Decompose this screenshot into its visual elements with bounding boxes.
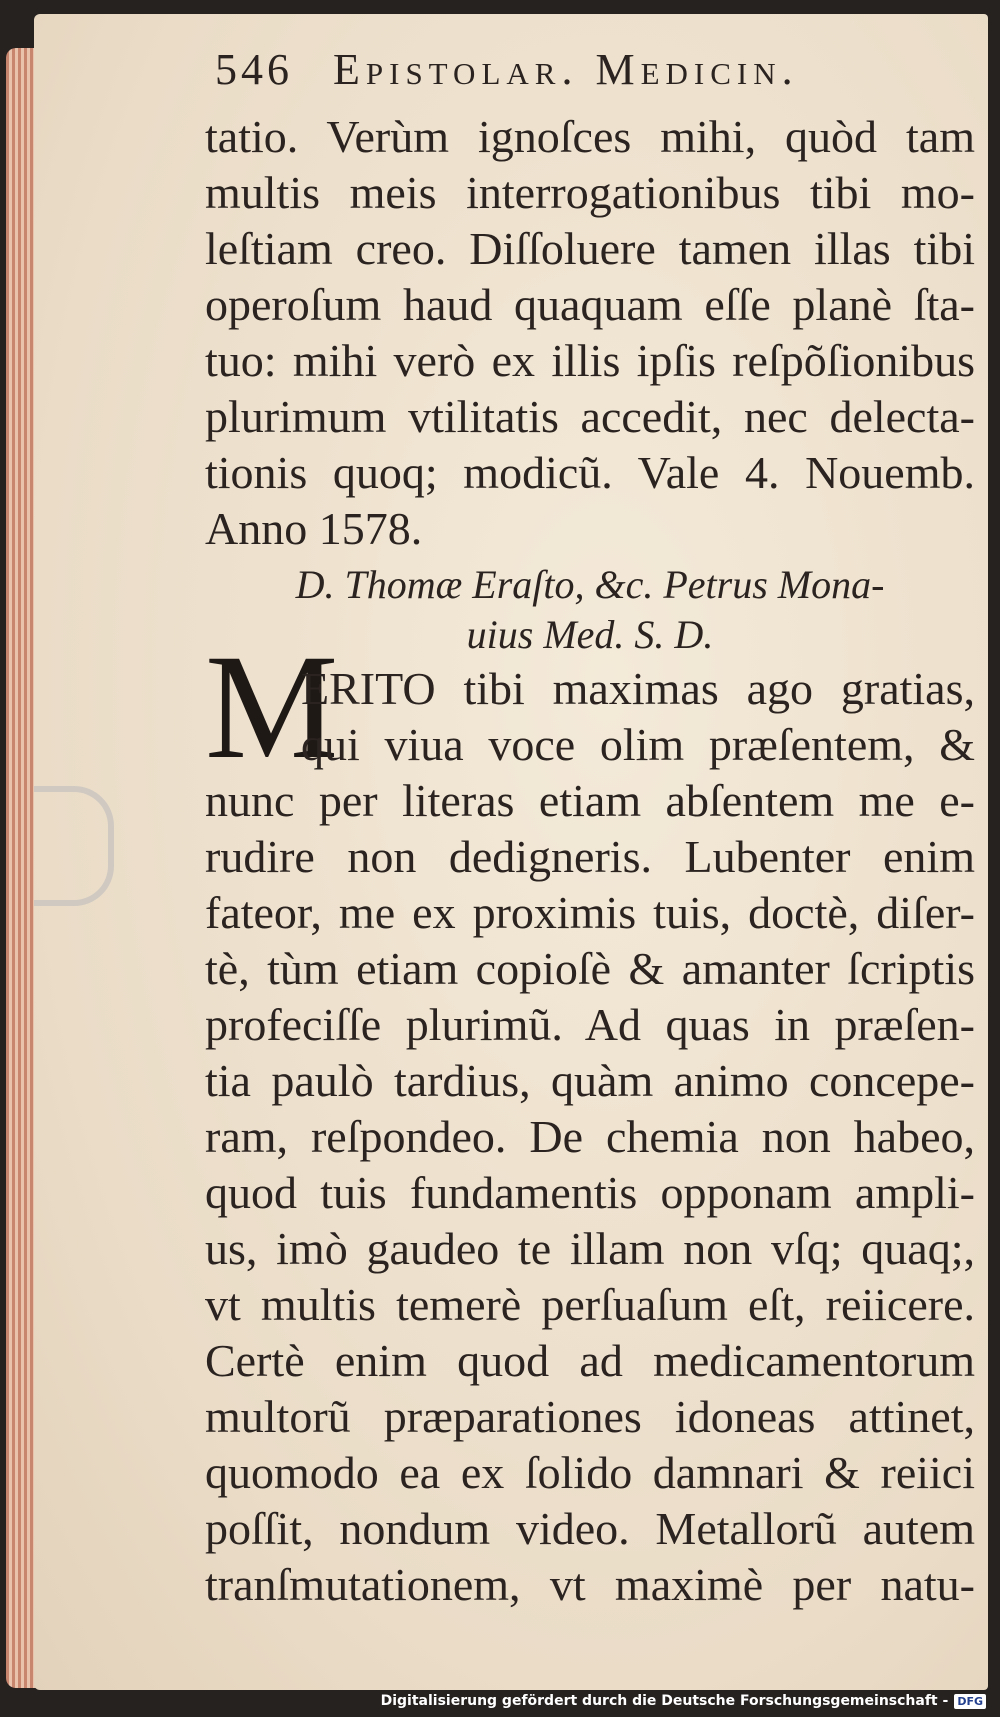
text-line: rudire non dedigneris. Lubenter enim xyxy=(205,831,975,882)
text-line: plurimum vtilitatis accedit, nec delecta- xyxy=(205,391,975,442)
text-line: profeciſſe plurimũ. Ad quas in præſen- xyxy=(205,999,975,1050)
text-line: qui viua voce olim præſentem, & xyxy=(301,719,975,770)
page-clip xyxy=(34,786,114,906)
text-line: fateor, me ex proximis tuis, doctè, diſer- xyxy=(205,887,975,938)
text-line: quomodo ea ex ſolido damnari & reiici xyxy=(205,1447,975,1498)
text-line: operoſum haud quaquam eſſe planè ſta- xyxy=(205,279,975,330)
text-line: tranſmutationem, vt maximè per natu- xyxy=(205,1559,975,1610)
text-line: Anno 1578. xyxy=(205,503,423,554)
text-line: vt multis temerè perſuaſum eſt, reiicere. xyxy=(205,1279,975,1330)
text-line: tuo: mihi verò ex illis ipſis reſpõſionibus xyxy=(205,335,975,386)
text-line: quod tuis fundamentis opponam ampli- xyxy=(205,1167,975,1218)
running-title: Epistolar. Medicin. xyxy=(333,45,799,94)
text-line: ERITO tibi maximas ago gratias, xyxy=(301,663,975,714)
text-line: multorũ præparationes idoneas attinet, xyxy=(205,1391,975,1442)
page-header xyxy=(215,44,975,106)
text-line: nunc per literas etiam abſentem me e- xyxy=(205,775,975,826)
text-line: poſſit, nondum video. Metallorũ autem xyxy=(205,1503,975,1554)
credit-text: Digitalisierung gefördert durch die Deutsche Forschungsgemeinschaft - xyxy=(380,1693,949,1709)
text-line: tia paulò tardius, quàm animo concepe- xyxy=(205,1055,975,1106)
text-line: Certè enim quod ad medicamentorum xyxy=(205,1335,975,1386)
letter-heading-line1: D. Thomæ Eraſto, &c. Petrus Mona- xyxy=(295,562,885,607)
text-line: leſtiam creo. Diſſoluere tamen illas tibi xyxy=(205,223,975,274)
dfg-logo: DFG xyxy=(954,1694,986,1709)
text-line: tè, tùm etiam copioſè & amanter ſcriptis xyxy=(205,943,975,994)
page-number: 546 xyxy=(215,45,293,94)
text-line: multis meis interrogationibus tibi mo- xyxy=(205,167,975,218)
text-line: us, imò gaudeo te illam non vſq; quaq;, xyxy=(205,1223,975,1274)
digitization-credit xyxy=(381,1693,986,1709)
letter-heading-line2: uius Med. S. D. xyxy=(466,612,714,657)
drop-cap: M xyxy=(205,624,339,790)
text-line: ram, reſpondeo. De chemia non habeo, xyxy=(205,1111,975,1162)
text-line: tatio. Verùm ignoſces mihi, quòd tam xyxy=(205,111,975,162)
text-line: tionis quoq; modicũ. Vale 4. Nouemb. xyxy=(205,447,975,498)
